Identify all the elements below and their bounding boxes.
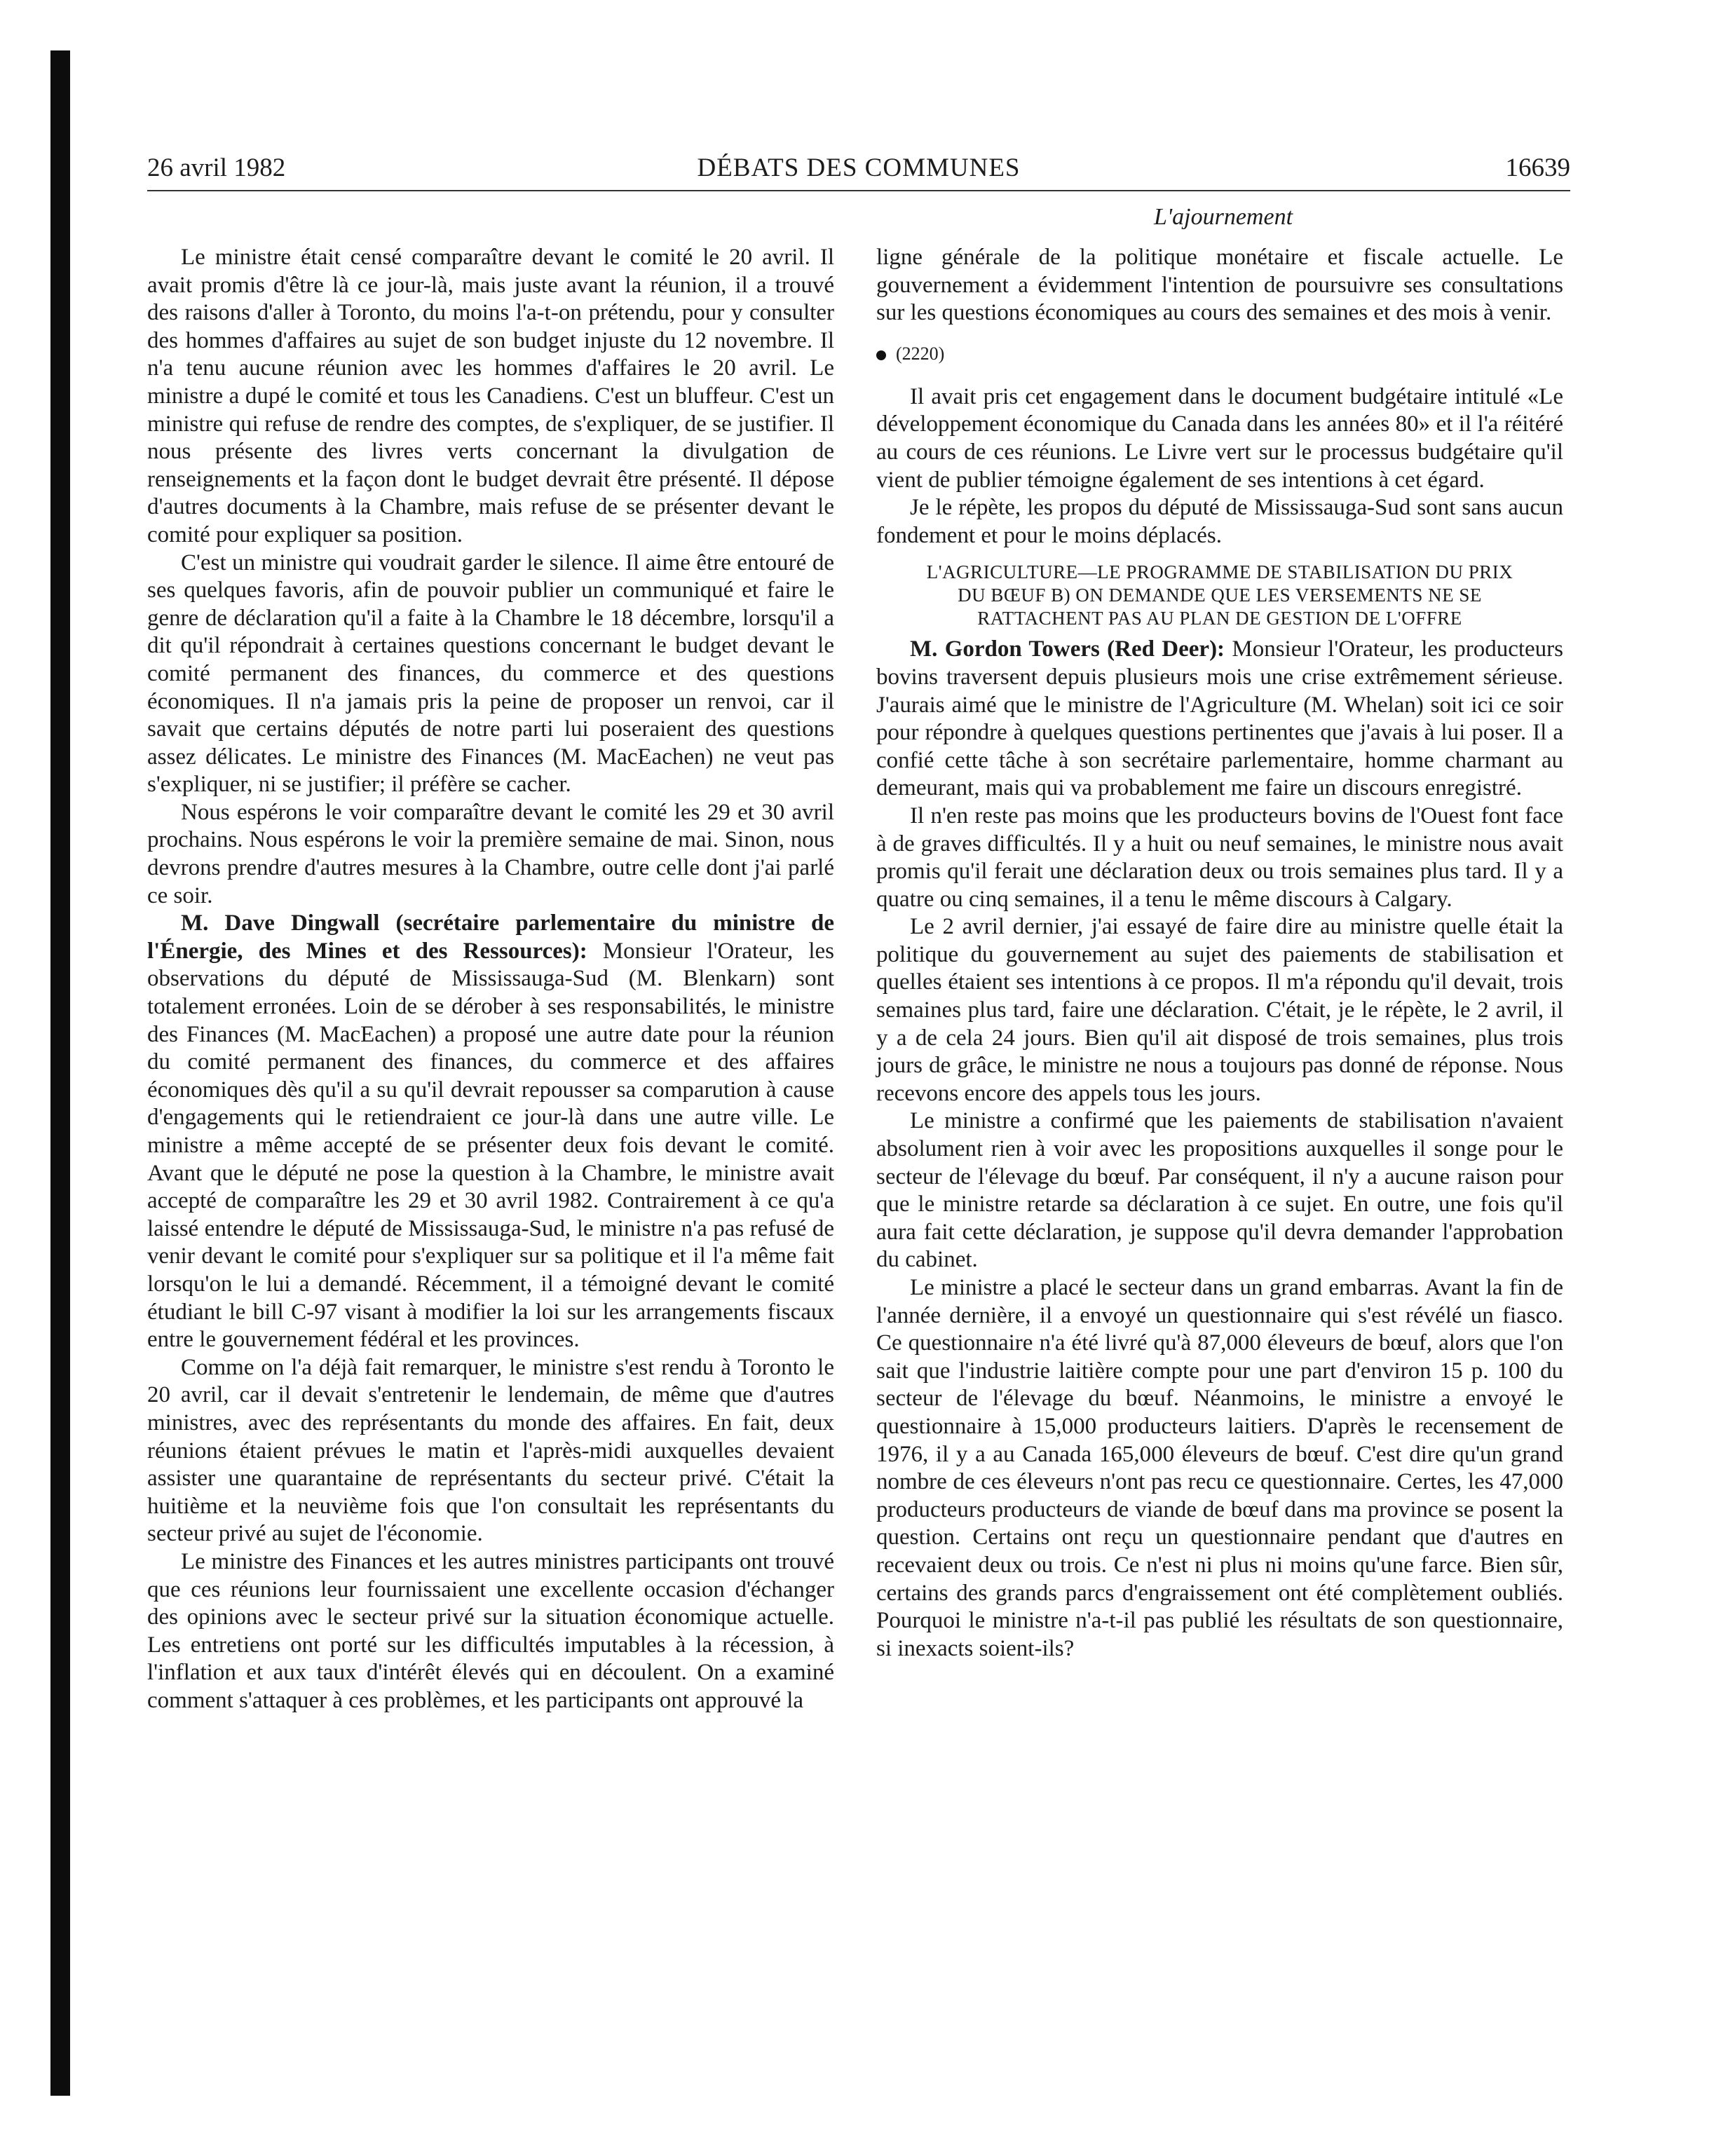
page-header <box>147 151 1570 191</box>
paragraph: Il n'en reste pas moins que les producteurs bovins de l'Ouest font face à de graves difficultés. Il y a huit ou neuf semaines, le ministre nous avait promis qu'il ferait une déclaration deux ou trois semaines plus tard. Il y a quatre ou cinq semaines, il a tenu le même discours à Calgary. <box>876 803 1563 912</box>
bullet-icon <box>876 350 886 360</box>
section-heading <box>876 561 1563 630</box>
speaker-name: M. Gordon Towers (Red Deer): <box>910 636 1225 662</box>
paragraph: Le ministre a placé le secteur dans un grand embarras. Avant la fin de l'année dernière, il a envoyé un questionnaire qui s'est révélé un fiasco. Ce questionnaire n'a été livré qu'à 87,000 éleveurs de bœuf, alors que l'on sait que l'industrie laitière compte pour une part d'environ 15 p. 100 du secteur de l'élevage du bœuf. Néanmoins, le ministre a envoyé le questionnaire à 15,000 producteurs laitiers. D'après le recensement de 1976, il y a au Canada 165,000 éleveurs de bœuf. C'est dire qu'un grand nombre de ces éleveurs n'ont pas recu ce questionnaire. Certes, les 47,000 producteurs producteurs de viande de bœuf dans ma province se posent la question. Certains ont reçu un questionnaire pendant que d'autres en recevaient deux ou trois. Ce n'est ni plus ni moins qu'une farce. Bien sûr, certains des grands parcs d'engraissement ont été complètement oubliés. Pourquoi le ministre n'a-t-il pas publié les résultats de son questionnaire, si inexacts soient-ils? <box>876 1275 1563 1661</box>
paragraph: Le ministre a confirmé que les paiements de stabilisation n'avaient absolument rien à voir avec les propositions auxquelles il songe pour le secteur de l'élevage du bœuf. Par conséquent, il n'y a aucune raison pour que le ministre retarde sa déclaration à ce sujet. En outre, une fois qu'il aura fait cette déclaration, je suppose qu'il devra demander l'approbation du cabinet. <box>876 1108 1563 1273</box>
left-column <box>147 244 834 1714</box>
paragraph: Je le répète, les propos du député de Mississauga-Sud sont sans aucun fondement et pour le moins déplacés. <box>876 495 1563 548</box>
speaker-text: Monsieur l'Orateur, les producteurs bovins traversent depuis plusieurs mois une crise extrêmement sérieuse. J'aurais aimé que le ministre de l'Agriculture (M. Whelan) soit ici ce soir pour répondre à quelques questions pertinentes que j'avais à lui poser. Il a confié cette tâche à son secrétaire parlementaire, homme charmant au demeurant, mais qui va probablement me faire un discours enregistré. <box>876 636 1563 801</box>
scan-margin-right <box>1661 50 1735 2156</box>
header-page-number: 16639 <box>1505 153 1570 182</box>
paragraph: Nous espérons le voir comparaître devant le comité les 29 et 30 avril prochains. Nous espérons le voir la première semaine de mai. Sinon, nous devrons prendre d'autres mesures à la Chambre, outre celle dont j'ai parlé ce soir. <box>147 799 834 908</box>
section-heading-line: L'AGRICULTURE—LE PROGRAMME DE STABILISATION DU PRIX <box>926 561 1513 583</box>
scan-margin-bottom <box>0 2096 1735 2156</box>
section-label: L'ajournement <box>1153 204 1293 230</box>
paragraph: Il avait pris cet engagement dans le document budgétaire intitulé «Le développement économique du Canada dans les années 80» et il l'a réitéré au cours de ces réunions. Le Livre vert sur le processus budgétaire qu'il vient de publier témoigne également de ses intentions à cet égard. <box>876 383 1563 493</box>
speaker-paragraph <box>876 636 1563 803</box>
paragraph: ligne générale de la politique monétaire et fiscale actuelle. Le gouvernement a évidemment l'intention de poursuivre ses consultations sur les questions économiques au cours des semaines et des mois à venir. <box>876 245 1563 326</box>
speaker-paragraph <box>147 910 834 1354</box>
scan-edge-left <box>50 50 70 2104</box>
paragraph: Le ministre des Finances et les autres ministres participants ont trouvé que ces réunions leur fournissaient une excellente occasion d'échanger des opinions avec le secteur privé sur la situation économique actuelle. Les entretiens ont porté sur les difficultés imputables à la récession, à l'inflation et aux taux d'intérêt élevés qui en découlent. On a examiné comment s'attaquer à ces problèmes, et les participants ont approuvé la <box>147 1548 834 1713</box>
paragraph: Le ministre était censé comparaître devant le comité le 20 avril. Il avait promis d'être là ce jour-là, mais juste avant la réunion, il a trouvé des raisons d'aller à Toronto, du moins l'a-t-on prétendu, pour y consulter des hommes d'affaires au sujet de son budget injuste du 12 novembre. Il n'a tenu aucune réunion avec les hommes d'affaires le 20 avril. Le ministre a dupé le comité et tous les Canadiens. C'est un bluffeur. C'est un ministre qui refuse de rendre des comptes, de s'expliquer, de se justifier. Il nous présente des livres verts concernant la divulgation de renseignements et la façon dont le budget devrait être présenté. Il dépose d'autres documents à la Chambre, mais refuse de se présenter devant le comité pour expliquer sa position. <box>147 245 834 547</box>
section-heading-line: RATTACHENT PAS AU PLAN DE GESTION DE L'OFFRE <box>977 608 1462 629</box>
paragraph: Comme on l'a déjà fait remarquer, le ministre s'est rendu à Toronto le 20 avril, car il devait s'entretenir le lendemain, de même que d'autres ministres, avec des représentants du monde des affaires. En fait, deux réunions étaient prévues le matin et l'après-midi auxquelles devaient assister une quarantaine de représentants du secteur privé. C'était la huitième et la neuvième fois que l'on consultait les représentants du secteur privé au sujet de l'économie. <box>147 1354 834 1547</box>
timestamp-marker <box>876 341 1563 367</box>
header-title: DÉBATS DES COMMUNES <box>697 153 1021 182</box>
section-heading-line: DU BŒUF B) ON DEMANDE QUE LES VERSEMENTS NE SE <box>958 585 1482 606</box>
speaker-name: M. Dave Dingwall (secrétaire parlementaire du ministre de l'Énergie, des Mines et des Ressources): <box>147 910 834 964</box>
scan-margin-top <box>0 0 1735 50</box>
right-column <box>876 244 1563 1663</box>
paragraph: C'est un ministre qui voudrait garder le silence. Il aime être entouré de ses quelques favoris, afin de pouvoir publier un communiqué et faire le genre de déclaration qu'il a faite à la Chambre le 18 décembre, lorsqu'il a dit qu'il répondrait à certaines questions concernant le budget devant le comité permanent des finances, du commerce et des questions économiques. Il n'a jamais pris la peine de proposer un renvoi, car il savait que certains députés de notre parti lui poseraient des questions assez délicates. Le ministre des Finances (M. MacEachen) ne veut pas s'expliquer, ni se justifier; il préfère se cacher. <box>147 550 834 798</box>
paragraph: Le 2 avril dernier, j'ai essayé de faire dire au ministre quelle était la politique du gouvernement au sujet des paiements de stabilisation et quelles étaient ses intentions à ce propos. Il m'a répondu qu'il devait, trois semaines plus tard, faire une déclaration. C'était, je le répète, le 2 avril, il y a de cela 24 jours. Bien qu'il ait disposé de trois semaines, plus trois jours de grâce, le ministre ne nous a toujours pas donné de réponse. Nous recevons encore des appels tous les jours. <box>876 914 1563 1106</box>
header-date: 26 avril 1982 <box>147 153 286 182</box>
speaker-text: Monsieur l'Orateur, les observations du député de Mississauga-Sud (M. Blenkarn) sont totalement erronées. Loin de se dérober à ses responsabilités, le ministre des Finances (M. MacEachen) a proposé une autre date pour la réunion du comité permanent des finances, du commerce et des affaires économiques dès qu'il a su qu'il devrait repousser sa comparution à cause d'engagements qui le retiendraient ce jour-là dans une autre ville. Le ministre a même accepté de se présenter deux fois devant le comité. Avant que le député ne pose la question à la Chambre, le ministre avait accepté de comparaître les 29 et 30 avril 1982. Contrairement à ce qu'a laissé entendre le député de Mississauga-Sud, le ministre n'a pas refusé de venir devant le comité pour s'expliquer sur sa politique et il l'a même fait lorsqu'on le lui a demandé. Récemment, il a témoigné devant le comité étudiant le bill C-97 visant à modifier la loi sur les arrangements fiscaux entre le gouvernement fédéral et les provinces. <box>147 938 834 1353</box>
timestamp-text: (2220) <box>896 343 945 364</box>
